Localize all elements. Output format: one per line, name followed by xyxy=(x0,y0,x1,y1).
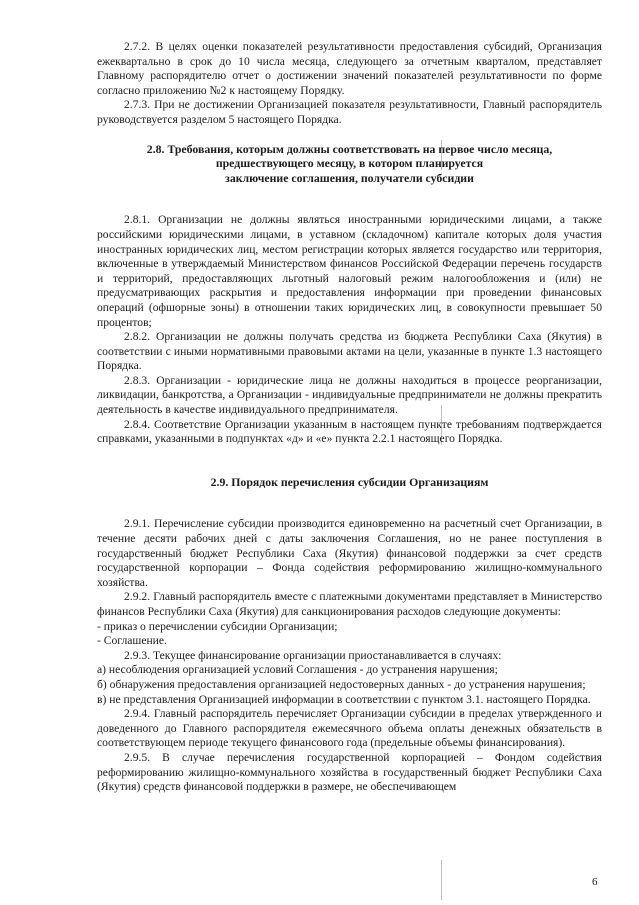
list-item: - Соглашение. xyxy=(97,634,167,648)
paragraph-2-7-3: 2.7.3. При не достижении Организацией показателя результативности, Главный распорядитель руководствуется разделом 5 настоящего Порядка. xyxy=(97,98,602,126)
heading-2-8-line-2: предшествующего месяцу, в котором планируется xyxy=(215,156,484,171)
paragraph-2-9-1: 2.9.1. Перечисление субсидии производится единовременно на расчетный счет Организации, в течение десяти рабочих дней с даты заключения Соглашения, но не ранее поступления в государственный бюджет Республики Саха (Якутия) финансовой поддержки за счет средств государственной корпорации – Фонда содействия реформированию жилищно-коммунального хозяйства. xyxy=(97,517,602,589)
page-number: 6 xyxy=(592,876,598,888)
document-body xyxy=(97,40,602,795)
paragraph-2-9-3: 2.9.3. Текущее финансирование организации приостанавливается в случаях: xyxy=(124,648,502,662)
heading-2-8-line-1: 2.8. Требования, которым должны соответствовать на первое число месяца, xyxy=(146,141,553,156)
list-item: - приказ о перечислении субсидии Организации; xyxy=(97,619,338,633)
section-heading-2-8 xyxy=(97,142,602,186)
paragraph-2-8-2: 2.8.2. Организации не должны получать средства из бюджета Республики Саха (Якутия) в соответствии с иными нормативными правовыми актами на цели, указанные в пункте 1.3 настоящего Порядка. xyxy=(97,330,602,373)
heading-2-8-line-3: заключение соглашения, получатели субсидии xyxy=(225,170,474,185)
paragraph-2-9-4: 2.9.4. Главный распорядитель перечисляет Организации субсидии в пределах утвержденного и доведенного до Главного распорядителя ежемесячного объема оплаты денежных обязательств в соответствующем периоде текущего финансового года (предельные объемы финансирования). xyxy=(97,707,602,750)
list-item: б) обнаружения предоставления организацией недостоверных данных - до устранения нарушения; xyxy=(97,677,586,691)
section-heading-2-9: 2.9. Порядок перечисления субсидии Организациям xyxy=(210,474,489,489)
paragraph-2-8-3: 2.8.3. Организации - юридические лица не должны находиться в процессе реорганизации, ликвидации, банкротства, а Организации - индивидуальные предприниматели не должны прекратить деятельность в качестве индивидуального предпринимателя. xyxy=(97,373,602,417)
paragraph-2-7-2: 2.7.2. В целях оценки показателей результативности предоставления субсидий, Организация ежеквартально в срок до 10 числа месяца, следующего за отчетным кварталом, представляет Главному распорядителю отчет о достижении значений показателей результативности по форме согласно приложению №2 к настоящему Порядку. xyxy=(97,40,602,97)
scan-artifact-line xyxy=(441,860,442,900)
paragraph-2-9-2: 2.9.2. Главный распорядитель вместе с платежными документами представляет в Министерство финансов Республики Саха (Якутия) для санкционирования расходов следующие документы: xyxy=(97,590,602,618)
paragraph-2-8-4: 2.8.4. Соответствие Организации указанным в настоящем пункте требованиям подтверждается справками, указанными в подпунктах «д» и «е» пункта 2.2.1 настоящего Порядка. xyxy=(97,417,602,446)
list-item: в) не представления Организацией информации в соответствии с пунктом 3.1. настоящего Порядка. xyxy=(97,692,591,706)
paragraph-2-8-1: 2.8.1. Организации не должны являться иностранными юридическими лицами, а также российскими юридическими лицами, в уставном (складочном) капитале которых доля участия иностранных юридических лиц, местом регистрации которых является государство или территория, включенные в утверждаемый Министерством финансов Российской Федерации перечень государств и территорий, предоставляющих льготный налоговый режим налогообложения и (или) не предусматривающих раскрытия и предоставления информации при проведении финансовых операций (офшорные зоны) в отношении таких юридических лиц, в совокупности превышает 50 процентов; xyxy=(97,213,602,329)
paragraph-2-9-5: 2.9.5. В случае перечисления государственной корпорацией – Фондом содействия реформированию жилищно-коммунального хозяйства в государственный бюджет Республики Саха (Якутия) средств финансовой поддержки в размере, не обеспечивающем xyxy=(97,750,602,794)
list-item: а) несоблюдения организацией условий Соглашения - до устранения нарушения; xyxy=(97,663,498,677)
